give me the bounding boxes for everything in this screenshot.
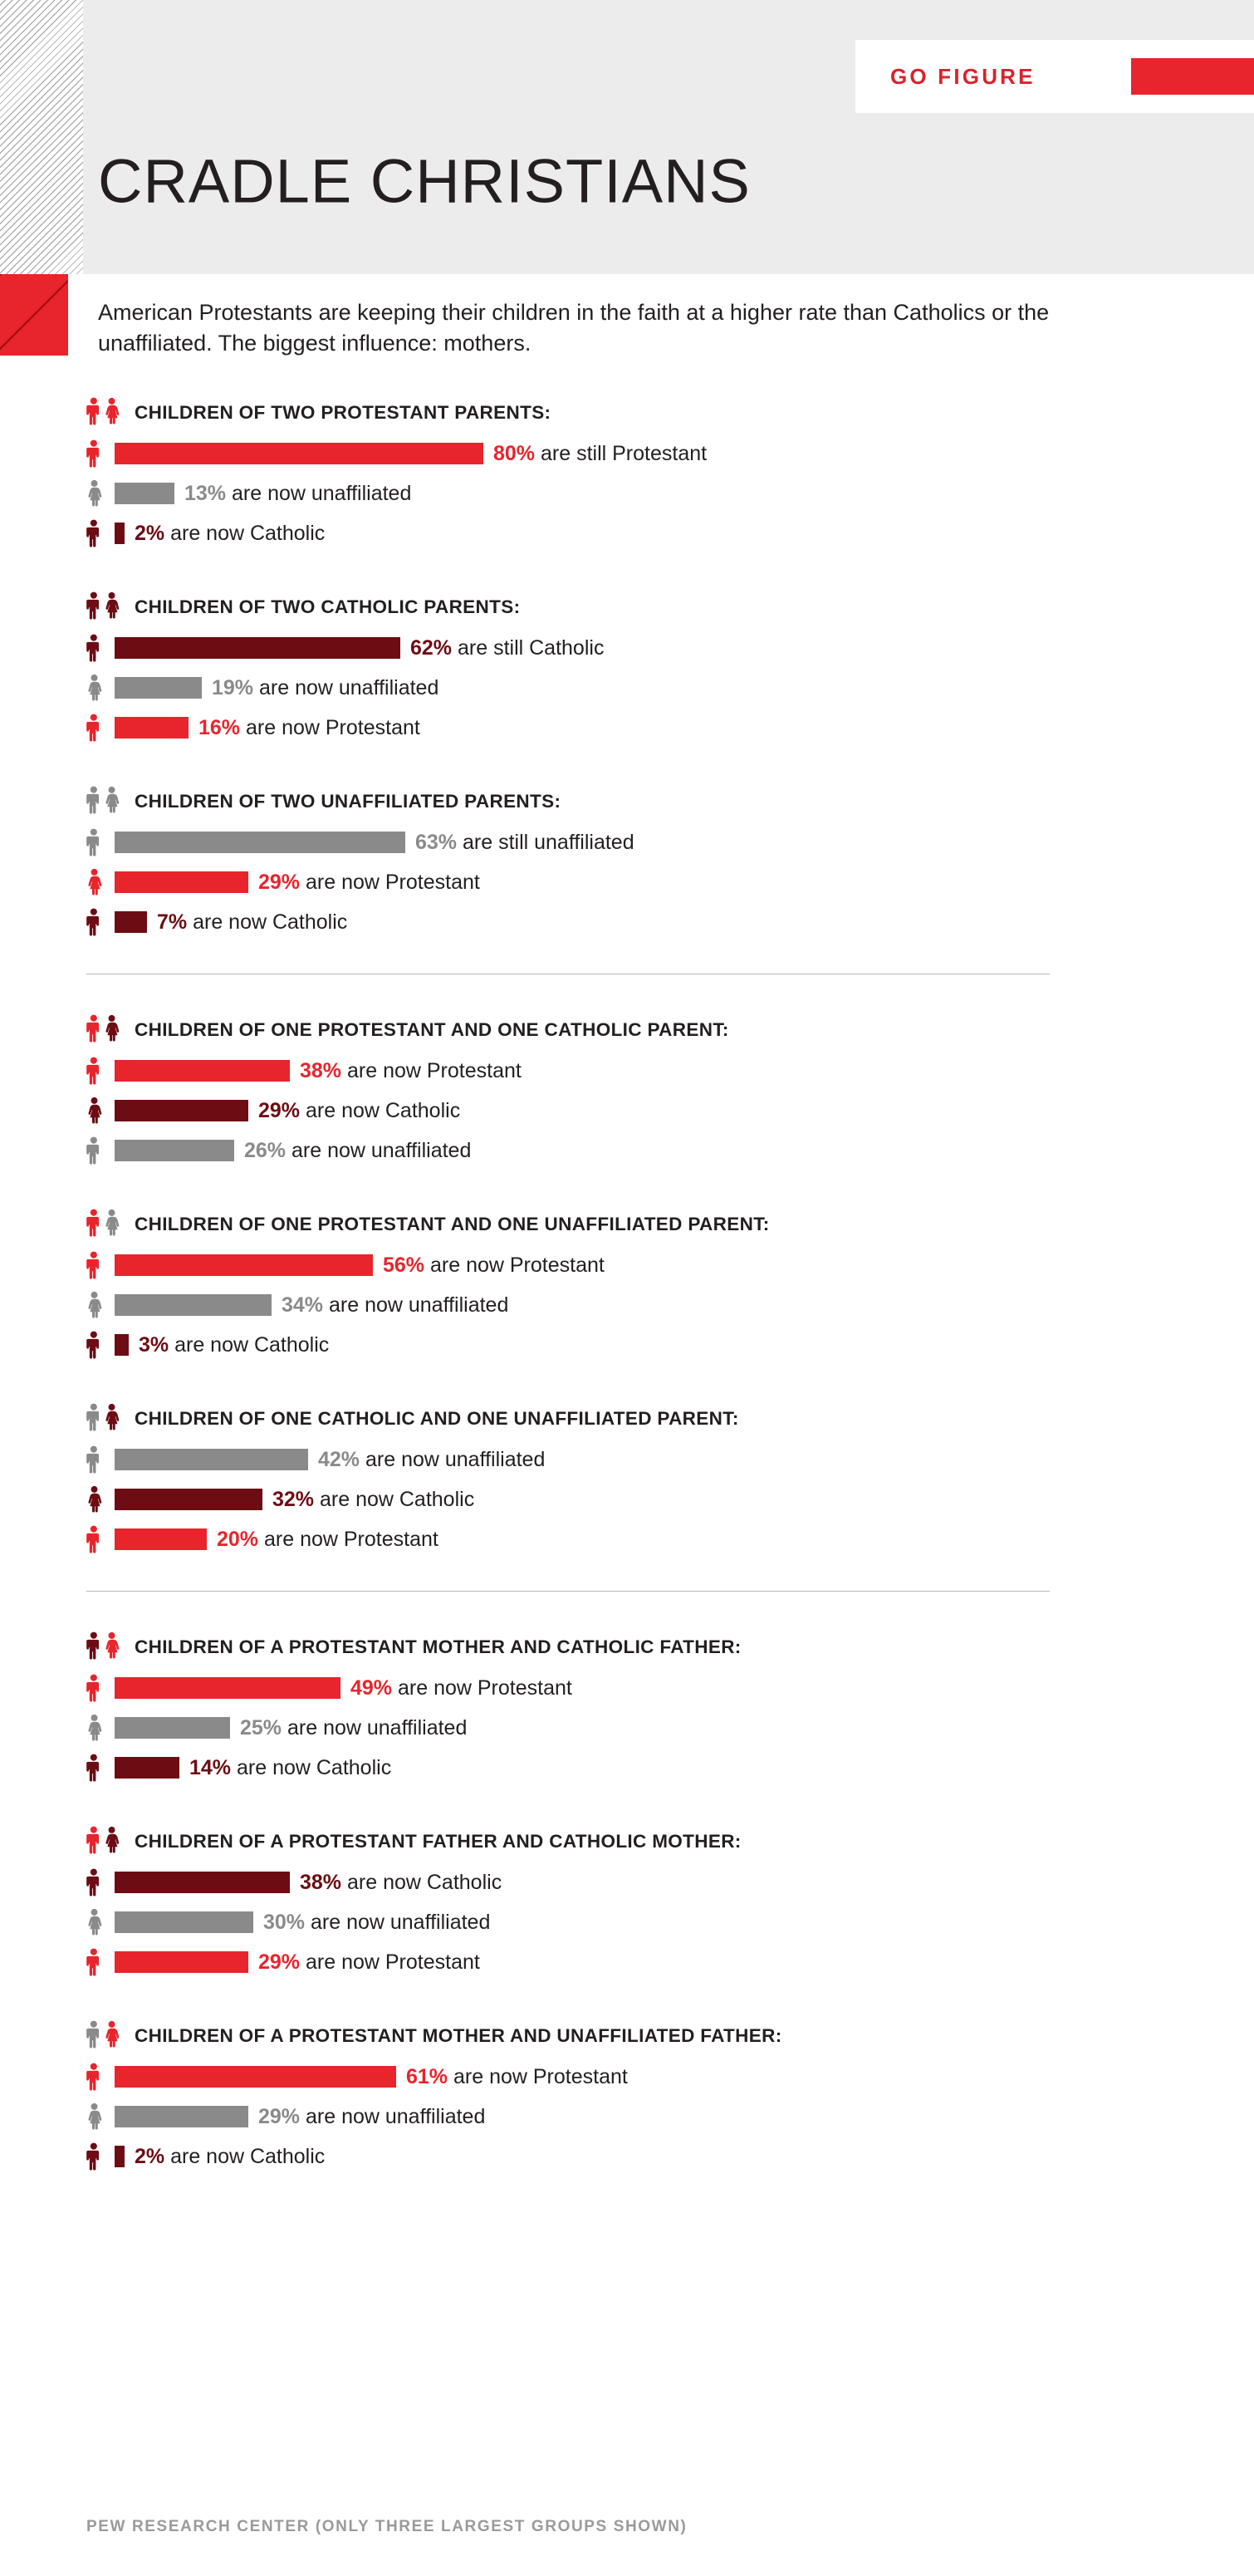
bar-row bbox=[86, 1131, 1254, 1170]
person-icon bbox=[86, 1485, 111, 1514]
bar-row bbox=[86, 1708, 1254, 1748]
person-icon bbox=[86, 1057, 111, 1085]
group-header bbox=[86, 1396, 1254, 1431]
bar bbox=[115, 1294, 272, 1316]
person-icon bbox=[86, 828, 111, 856]
bar bbox=[115, 1951, 248, 1973]
group-title: CHILDREN OF TWO CATHOLIC PARENTS: bbox=[135, 596, 521, 617]
bar-label: 7% are now Catholic bbox=[157, 910, 348, 934]
person-icon bbox=[86, 1445, 111, 1474]
person-icon bbox=[86, 1331, 111, 1359]
bar-value: 14% bbox=[189, 1755, 232, 1779]
parent-icons bbox=[86, 2020, 135, 2049]
bar-label: 63% are still unaffiliated bbox=[415, 830, 634, 854]
bar-label: 61% are now Protestant bbox=[406, 2064, 628, 2088]
bar-row bbox=[86, 1245, 1254, 1285]
bar-label: 16% are now Protestant bbox=[198, 715, 420, 739]
group-title: CHILDREN OF TWO PROTESTANT PARENTS: bbox=[135, 402, 551, 423]
group-header bbox=[86, 390, 1254, 425]
bar-value: 26% bbox=[244, 1138, 287, 1162]
bar-row bbox=[86, 708, 1254, 748]
person-icon bbox=[86, 714, 111, 742]
group-title: CHILDREN OF A PROTESTANT MOTHER AND UNAFFILIATED FATHER: bbox=[135, 2025, 782, 2046]
bar bbox=[115, 1100, 248, 1121]
person-icon bbox=[86, 1674, 111, 1702]
group-header bbox=[86, 2014, 1254, 2049]
bar-value: 20% bbox=[217, 1527, 259, 1551]
bar-row bbox=[86, 822, 1254, 862]
parent-icons bbox=[86, 786, 135, 814]
bar bbox=[115, 1528, 207, 1550]
person-icon bbox=[86, 1714, 111, 1742]
person-icon bbox=[86, 439, 111, 468]
go-figure-label: GO FIGURE bbox=[890, 63, 1036, 89]
bar bbox=[115, 2066, 396, 2088]
group-header bbox=[86, 585, 1254, 620]
bar-value: 38% bbox=[300, 1058, 342, 1082]
person-icon bbox=[86, 634, 111, 662]
person-icon bbox=[86, 868, 111, 896]
bar-value: 61% bbox=[406, 2064, 448, 2088]
person-icon bbox=[86, 2142, 111, 2171]
bar-value: 30% bbox=[263, 1910, 306, 1934]
bar-label: 29% are now unaffiliated bbox=[258, 2104, 486, 2128]
bar-value: 3% bbox=[139, 1332, 169, 1357]
group-header bbox=[86, 1625, 1254, 1660]
bar bbox=[115, 1254, 373, 1276]
bar-label: 38% are now Catholic bbox=[300, 1870, 502, 1894]
bar-row bbox=[86, 1479, 1254, 1519]
person-icon bbox=[86, 1291, 111, 1319]
bar-label: 14% are now Catholic bbox=[189, 1755, 392, 1779]
person-icon bbox=[86, 674, 111, 702]
bar-value: 7% bbox=[157, 910, 188, 934]
chart-group bbox=[0, 2014, 1254, 2176]
bar bbox=[115, 483, 174, 504]
page-title: CRADLE CHRISTIANS bbox=[98, 146, 751, 216]
bar-row bbox=[86, 1440, 1254, 1479]
bar-row bbox=[86, 1519, 1254, 1559]
bar bbox=[115, 1334, 129, 1356]
bar-value: 29% bbox=[258, 1098, 301, 1122]
bar-row bbox=[86, 1902, 1254, 1942]
section-divider bbox=[86, 1591, 1050, 1592]
bar bbox=[115, 1911, 253, 1933]
bar bbox=[115, 911, 147, 933]
group-title: CHILDREN OF ONE PROTESTANT AND ONE CATHOLIC PARENT: bbox=[135, 1019, 729, 1040]
parent-icons bbox=[86, 1631, 135, 1660]
group-header bbox=[86, 779, 1254, 814]
bar bbox=[115, 2106, 248, 2127]
chart-group bbox=[0, 585, 1254, 748]
bar-value: 32% bbox=[272, 1487, 315, 1511]
parent-icons bbox=[86, 591, 135, 620]
bar-row bbox=[86, 1051, 1254, 1091]
bar-label: 2% are now Catholic bbox=[135, 2144, 326, 2168]
person-icon bbox=[86, 1948, 111, 1976]
bar-value: 38% bbox=[300, 1870, 342, 1894]
person-icon bbox=[86, 1868, 111, 1896]
bar bbox=[115, 1060, 290, 1082]
parent-icons bbox=[86, 1403, 135, 1431]
bar bbox=[115, 1449, 308, 1470]
group-title: CHILDREN OF A PROTESTANT MOTHER AND CATHOLIC FATHER: bbox=[135, 1636, 742, 1657]
bar-label: 26% are now unaffiliated bbox=[244, 1138, 472, 1162]
bar-row bbox=[86, 1942, 1254, 1982]
bar-label: 3% are now Catholic bbox=[139, 1332, 330, 1357]
chart-group bbox=[0, 1819, 1254, 1982]
person-icon bbox=[86, 2063, 111, 2091]
bar-row bbox=[86, 434, 1254, 473]
bar-label: 38% are now Protestant bbox=[300, 1058, 522, 1082]
bar-label: 19% are now unaffiliated bbox=[212, 675, 439, 699]
chart-body bbox=[0, 390, 1254, 2208]
chart-group bbox=[0, 1625, 1254, 1788]
bar-label: 80% are still Protestant bbox=[493, 441, 708, 465]
bar bbox=[115, 677, 202, 699]
bar bbox=[115, 443, 483, 464]
bar bbox=[115, 1489, 262, 1510]
bar-row bbox=[86, 473, 1254, 513]
group-title: CHILDREN OF A PROTESTANT FATHER AND CATHOLIC MOTHER: bbox=[135, 1831, 742, 1852]
bar-value: 34% bbox=[282, 1293, 324, 1317]
bar-value: 42% bbox=[318, 1447, 360, 1471]
bar-row bbox=[86, 1668, 1254, 1708]
person-icon bbox=[86, 1525, 111, 1553]
bar-row bbox=[86, 862, 1254, 902]
person-icon bbox=[86, 519, 111, 547]
bar-row bbox=[86, 1285, 1254, 1325]
bar-value: 63% bbox=[415, 830, 458, 854]
parent-icons bbox=[86, 1826, 135, 1854]
bar bbox=[115, 871, 248, 893]
person-icon bbox=[86, 1754, 111, 1782]
bar bbox=[115, 1872, 290, 1893]
bar bbox=[115, 637, 400, 659]
bar-label: 49% are now Protestant bbox=[350, 1676, 572, 1700]
bar-value: 56% bbox=[383, 1253, 425, 1277]
bar-label: 2% are now Catholic bbox=[135, 521, 326, 545]
bar bbox=[115, 1757, 179, 1779]
bar bbox=[115, 717, 189, 738]
person-icon bbox=[86, 1136, 111, 1165]
bar bbox=[115, 523, 125, 544]
bar-label: 30% are now unaffiliated bbox=[263, 1910, 491, 1934]
bar-label: 62% are still Catholic bbox=[410, 635, 605, 660]
bar-label: 34% are now unaffiliated bbox=[282, 1293, 509, 1317]
bar-value: 62% bbox=[410, 635, 453, 660]
parent-icons bbox=[86, 1014, 135, 1043]
bar-value: 80% bbox=[493, 441, 536, 465]
person-icon bbox=[86, 2103, 111, 2131]
person-icon bbox=[86, 479, 111, 508]
bar-row bbox=[86, 628, 1254, 668]
group-header bbox=[86, 1202, 1254, 1237]
bar-label: 56% are now Protestant bbox=[383, 1253, 605, 1277]
person-icon bbox=[86, 1908, 111, 1936]
bar-value: 25% bbox=[240, 1715, 282, 1739]
bar-row bbox=[86, 902, 1254, 942]
bar-value: 49% bbox=[350, 1676, 393, 1700]
group-header bbox=[86, 1008, 1254, 1043]
header-band bbox=[0, 0, 1254, 274]
bar-value: 2% bbox=[135, 521, 165, 545]
chart-group bbox=[0, 390, 1254, 553]
bar-value: 29% bbox=[258, 2104, 301, 2128]
parent-icons bbox=[86, 397, 135, 425]
bar-row bbox=[86, 1091, 1254, 1131]
bar bbox=[115, 1677, 340, 1699]
go-figure-red-bar bbox=[1131, 58, 1254, 95]
bar-row bbox=[86, 1748, 1254, 1788]
bar-row bbox=[86, 2097, 1254, 2137]
bar-label: 13% are now unaffiliated bbox=[184, 481, 412, 505]
bar-value: 29% bbox=[258, 870, 301, 894]
chart-group bbox=[0, 1396, 1254, 1559]
bar-label: 20% are now Protestant bbox=[217, 1527, 438, 1551]
red-square-decoration bbox=[0, 274, 68, 356]
chart-group bbox=[0, 1008, 1254, 1170]
group-title: CHILDREN OF ONE PROTESTANT AND ONE UNAFFILIATED PARENT: bbox=[135, 1214, 770, 1234]
bar-label: 25% are now unaffiliated bbox=[240, 1715, 468, 1739]
person-icon bbox=[86, 1097, 111, 1125]
bar-value: 29% bbox=[258, 1950, 301, 1974]
bar-label: 29% are now Catholic bbox=[258, 1098, 461, 1122]
bar-row bbox=[86, 1862, 1254, 1902]
go-figure-badge bbox=[855, 40, 1254, 113]
bar bbox=[115, 1140, 234, 1161]
bar bbox=[115, 832, 405, 853]
deck-text: American Protestants are keeping their children in the faith at a higher rate than Catholics or the unaffiliated. The biggest influence: mothers. bbox=[98, 300, 1050, 356]
bar-label: 29% are now Protestant bbox=[258, 1950, 480, 1974]
person-icon bbox=[86, 908, 111, 936]
bar-label: 29% are now Protestant bbox=[258, 870, 480, 894]
bar-row bbox=[86, 2057, 1254, 2097]
parent-icons bbox=[86, 1209, 135, 1237]
bar-label: 42% are now unaffiliated bbox=[318, 1447, 546, 1471]
bar-value: 2% bbox=[135, 2144, 165, 2168]
bar-value: 13% bbox=[184, 481, 227, 505]
bar-value: 19% bbox=[212, 675, 254, 699]
bar-row bbox=[86, 2137, 1254, 2176]
bar-row bbox=[86, 668, 1254, 708]
bar-row bbox=[86, 513, 1254, 553]
chart-group bbox=[0, 1202, 1254, 1365]
bar bbox=[115, 2146, 125, 2167]
bar-label: 32% are now Catholic bbox=[272, 1487, 475, 1511]
hatch-pattern-decoration bbox=[0, 0, 83, 274]
chart-group bbox=[0, 779, 1254, 942]
bar-row bbox=[86, 1325, 1254, 1365]
group-header bbox=[86, 1819, 1254, 1854]
bar-value: 16% bbox=[198, 715, 241, 739]
bar bbox=[115, 1717, 230, 1739]
group-title: CHILDREN OF TWO UNAFFILIATED PARENTS: bbox=[135, 791, 561, 812]
source-note: PEW RESEARCH CENTER (ONLY THREE LARGEST GROUPS SHOWN) bbox=[86, 2518, 688, 2535]
group-title: CHILDREN OF ONE CATHOLIC AND ONE UNAFFILIATED PARENT: bbox=[135, 1408, 739, 1429]
person-icon bbox=[86, 1251, 111, 1279]
